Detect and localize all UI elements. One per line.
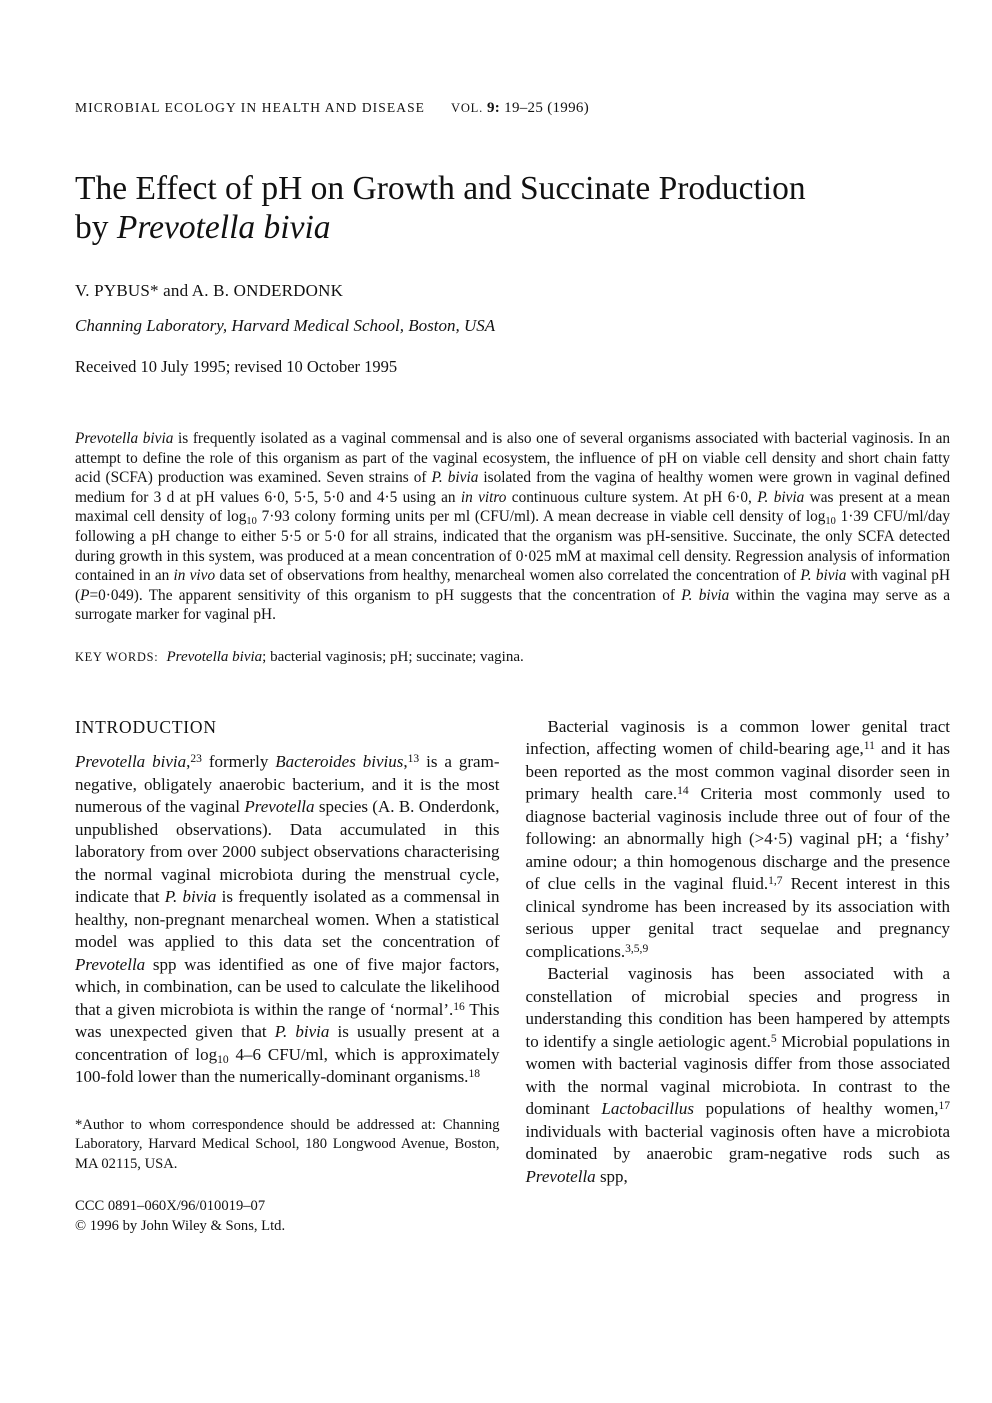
ccc-code: CCC 0891–060X/96/010019–07 [75, 1197, 266, 1214]
author-footnote: *Author to whom correspondence should be addressed at: Channing Laboratory, Harvard Medical School, 180 Longwood Avenue, Boston, MA 02115, USA. [75, 1116, 500, 1172]
paper-title-line1: The Effect of pH on Growth and Succinate Production [75, 170, 806, 207]
two-column-body [75, 716, 950, 1236]
body-paragraph: Bacterial vaginosis is a common lower genital tract infection, affecting women of child-bearing age,$^{11}$ and it has been reported as the most common vaginal disorder seen in primary health care.$^{14}$ Criteria most commonly used to diagnose bacterial vaginosis include three out of four of the following: an abnormally high (>4·5) vaginal pH; a ‘fishy’ amine odour; a thin homogenous discharge and the presence of clue cells in the vaginal fluid.$^{1,7}$ Recent interest in this clinical syndrome has been increased by its association with serious upper genital tract sequelae and pregnancy complications.$^{3,5,9}$ [525, 716, 951, 961]
intro-paragraph: Prevotella bivia,$^{23}$ formerly Bacteroides bivius,$^{13}$ is a gram-negative, obligately anaerobic bacterium, and it is the most numerous of the vaginal Prevotella species (A. B. Onderdonk, unpublished observations). Data accumulated in this laboratory from over 2000 subject observations characterising the normal vaginal microbiota during the menstrual cycle, indicate that P. bivia is frequently isolated as a commensal in healthy, non-pregnant menarcheal women. When a statistical model was applied to this data set the concentration of Prevotella spp was identified as one of five major factors, which, in combination, can be used to calculate the likelihood that a given microbiota is within the range of ‘normal’.$^{16}$ This was unexpected given that P. bivia is usually present at a concentration of $\log_{10} 4-6$ CFU/ml, which is approximately 100-fold lower than the numerically-dominant organisms.$^{18}$ [75, 752, 500, 1087]
authors: V. PYBUS* and A. B. ONDERDONK [75, 281, 344, 300]
paper-title-line2: by Prevotella bivia [75, 209, 331, 246]
keywords-text: Prevotella bivia; bacterial vaginosis; pH; succinate; vagina. [166, 648, 524, 665]
journal-name: MICROBIAL ECOLOGY IN HEALTH AND DISEASE [75, 100, 426, 115]
received-dates: Received 10 July 1995; revised 10 October 1995 [75, 357, 398, 376]
body-paragraph: Bacterial vaginosis has been associated with a constellation of microbial species and progress in understanding this condition has been hampered by attempts to identify a single aetiologic agent.$^5$ Microbial populations in women with bacterial vaginosis differ from those associated with the normal vaginal microbiota. In contrast to the dominant Lactobacillus populations of healthy women,$^{17}$ individuals with bacterial vaginosis often have a microbiota dominated by anaerobic gram-negative rods such as Prevotella spp, [525, 964, 950, 1186]
keywords-label: KEY WORDS: [75, 649, 159, 664]
volume-info: VOL. 9: 19–25 (1996) [451, 100, 589, 116]
imprint-block [75, 1196, 500, 1236]
left-column [75, 716, 500, 1236]
paper-title [75, 169, 950, 247]
affiliation: Channing Laboratory, Harvard Medical School, Boston, USA [75, 316, 496, 335]
journal-header [75, 100, 950, 117]
keywords-line [75, 649, 950, 666]
introduction-heading: INTRODUCTION [75, 716, 217, 737]
abstract: Prevotella bivia is frequently isolated as a vaginal commensal and is also one of several organisms associated with bacterial vaginosis. In an attempt to define the role of this organism as part of the vaginal ecosystem, the influence of pH on viable cell density and short chain fatty acid (SCFA) production was examined. Seven strains of P. bivia isolated from the vagina of healthy women were grown in vaginal defined medium for 3 d at pH values 6·0, 5·5, 5·0 and 4·5 using an in vitro continuous culture system. At pH 6·0, P. bivia was present at a mean maximal cell density of $\log_{10} 7\cdot 93$ colony forming units per ml (CFU/ml). A mean decrease in viable cell density of $\log_{10} 1\cdot 39$ CFU/ml/day following a pH change to either 5·5 or 5·0 for all strains, indicated that the organism was pH-sensitive. Succinate, the only SCFA detected during growth in this system, was produced at a mean concentration of 0·025 mM at maximal cell density. Regression analysis of information contained in an in vivo data set of observations from healthy, menarcheal women also correlated the concentration of P. bivia with vaginal pH (P=0·049). The apparent sensitivity of this organism to pH suggests that the concentration of P. bivia within the vagina may serve as a surrogate marker for vaginal pH. [75, 430, 951, 624]
right-column [526, 716, 951, 1236]
copyright-line: © 1996 by John Wiley & Sons, Ltd. [75, 1217, 286, 1234]
